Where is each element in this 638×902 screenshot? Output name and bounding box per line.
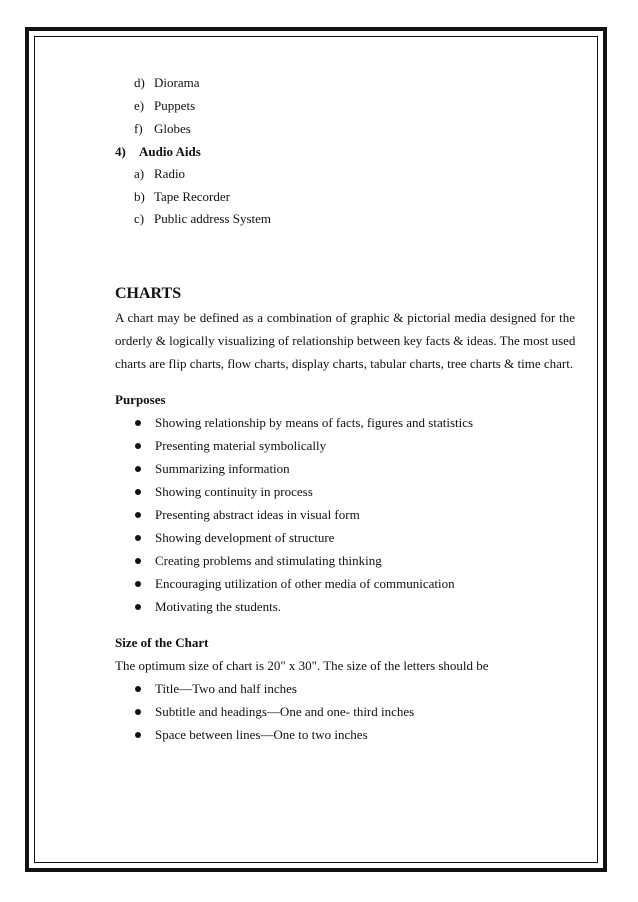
list-item — [134, 166, 185, 182]
list-item-text: Puppets — [154, 98, 196, 113]
audio-aids-heading-text: Audio Aids — [139, 144, 201, 159]
size-item: Title—Two and half inches — [155, 681, 297, 696]
size-intro: The optimum size of chart is 20" x 30". The size of the letters should be — [115, 658, 489, 673]
list-item — [134, 189, 230, 205]
size-item: Space between lines—One to two inches — [155, 727, 368, 742]
bullet-dot — [135, 420, 141, 426]
purpose-item: Showing continuity in process — [155, 484, 313, 499]
size-heading: Size of the Chart — [115, 635, 209, 650]
list-marker: f) — [134, 121, 143, 136]
paragraph-line: charts are flip charts, flow charts, display charts, tabular charts, tree charts & time chart. — [115, 356, 574, 371]
list-item-text: Tape Recorder — [154, 189, 230, 204]
bullet-dot — [135, 581, 141, 587]
list-marker: a) — [134, 166, 145, 181]
size-item: Subtitle and headings—One and one- third inches — [155, 704, 415, 719]
purpose-item: Creating problems and stimulating thinking — [155, 553, 382, 568]
bullet-dot — [135, 535, 141, 541]
list-item — [134, 75, 199, 91]
bullet-dot — [135, 489, 141, 495]
list-marker: e) — [134, 98, 145, 113]
bullet-dot — [135, 512, 141, 518]
purpose-item: Encouraging utilization of other media of communication — [155, 576, 455, 591]
bullet-dot — [135, 443, 141, 449]
list-marker: b) — [134, 189, 145, 204]
audio-aids-heading — [115, 144, 201, 160]
list-marker: d) — [134, 75, 145, 90]
bullet-dot — [135, 466, 141, 472]
list-item-text: Public address System — [154, 211, 271, 226]
paragraph-line: orderly & logically visualizing of relationship between key facts & ideas. The most used — [115, 333, 576, 348]
purpose-item: Summarizing information — [155, 461, 290, 476]
bullet-dot — [135, 558, 141, 564]
purpose-item: Showing development of structure — [155, 530, 335, 545]
bullet-dot — [135, 709, 141, 715]
list-item — [134, 211, 271, 227]
purpose-item: Presenting abstract ideas in visual form — [155, 507, 360, 522]
purpose-item: Showing relationship by means of facts, figures and statistics — [155, 415, 474, 430]
paragraph-line: A chart may be defined as a combination of graphic & pictorial media designed for the — [115, 310, 575, 325]
bullet-dot — [135, 732, 141, 738]
charts-heading: CHARTS — [115, 285, 182, 302]
list-item-text: Globes — [154, 121, 191, 136]
list-item — [134, 121, 191, 137]
bullet-dot — [135, 686, 141, 692]
purpose-item: Presenting material symbolically — [155, 438, 327, 453]
list-item-text: Radio — [154, 166, 186, 181]
list-item — [134, 98, 195, 114]
list-marker: c) — [134, 211, 145, 226]
list-marker: 4) — [115, 144, 126, 159]
list-item-text: Diorama — [154, 75, 200, 90]
bullet-dot — [135, 604, 141, 610]
purpose-item: Motivating the students. — [155, 599, 282, 614]
purposes-heading: Purposes — [115, 392, 166, 407]
